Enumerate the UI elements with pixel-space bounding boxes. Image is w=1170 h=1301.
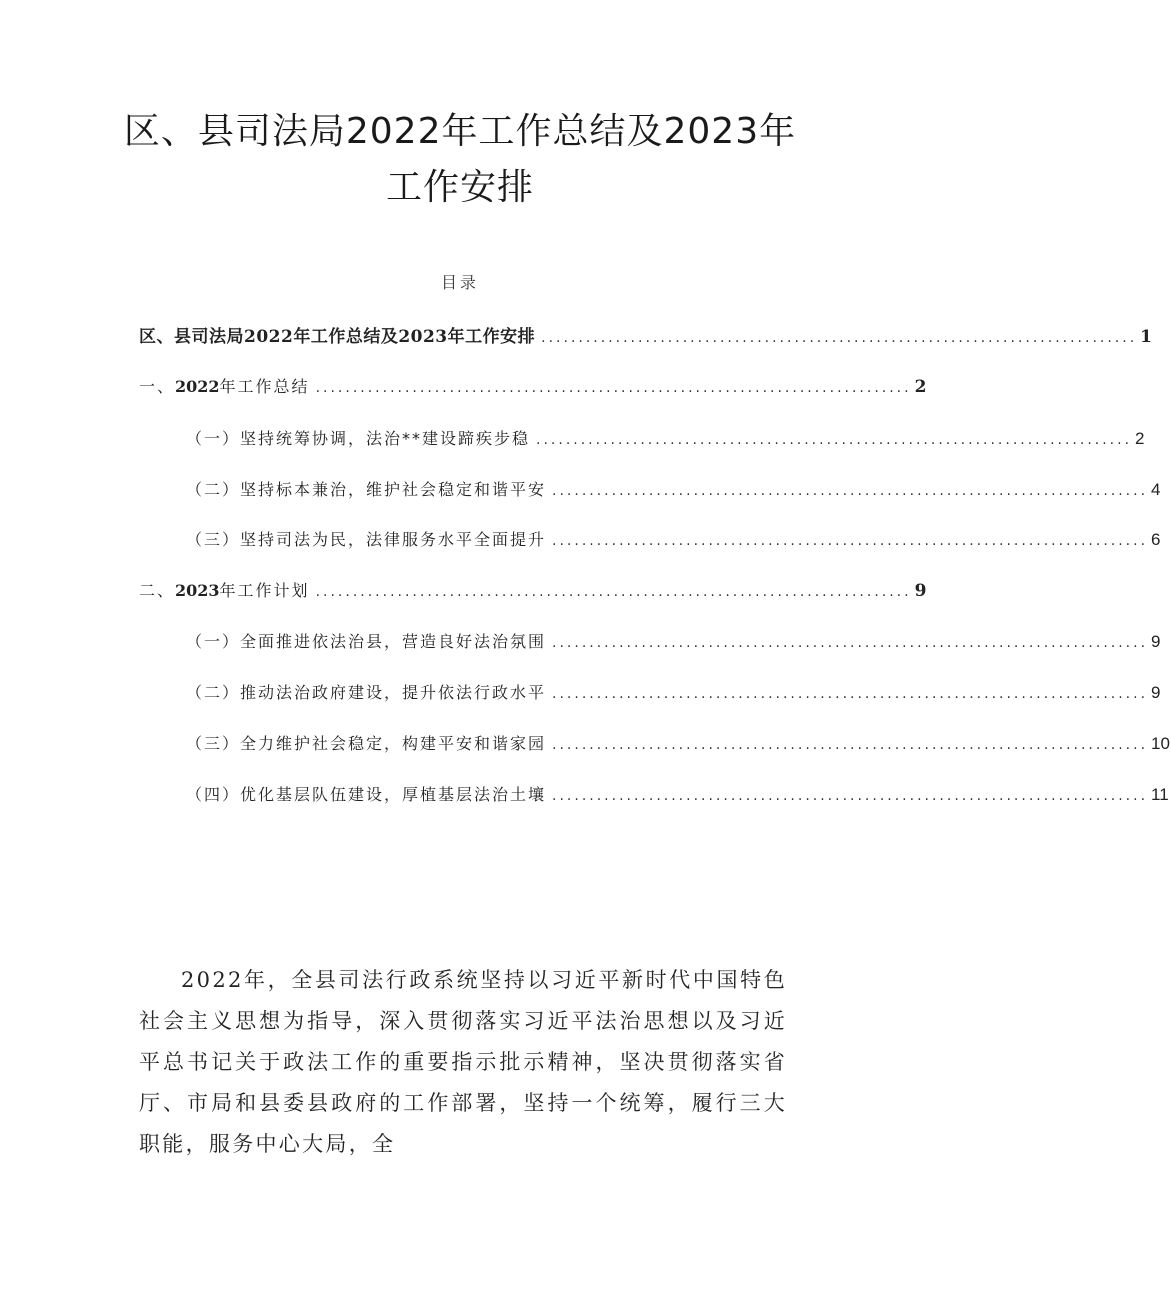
toc-entry-label: （四）优化基层队伍建设，厚植基层法治土壤 bbox=[186, 785, 547, 804]
toc-page-number: 1 bbox=[1140, 327, 1152, 347]
toc-entry-label bbox=[139, 374, 310, 397]
body-paragraph: 2022年，全县司法行政系统坚持以习近平新时代中国特色社会主义思想为指导，深入贯彻落实习近平法治思想以及习近平总书记关于政法工作的重要指示批示精神，坚决贯彻落实省厅、市局和县委县政府的工作部署，坚持一个统筹，履行三大职能，服务中心大局，全 bbox=[139, 968, 787, 1156]
toc-entry-label: （三）坚持司法为民，法律服务水平全面提升 bbox=[186, 530, 547, 549]
toc-page-number: 2 bbox=[1135, 429, 1145, 448]
toc-entry-year: 2022 bbox=[175, 377, 220, 396]
toc-page-number: 9 bbox=[1151, 683, 1161, 702]
toc-entry-label: （二）坚持标本兼治，维护社会稳定和谐平安 bbox=[186, 480, 547, 499]
toc-entry-section-2[interactable] bbox=[139, 578, 927, 602]
toc-page-number: 11 bbox=[1151, 785, 1169, 804]
toc-leader-dots: ................................................................................ bbox=[552, 635, 1149, 651]
toc-entry-label: （一）全面推进依法治县，营造良好法治氛围 bbox=[186, 632, 547, 651]
toc-entry-section-1-1[interactable] bbox=[186, 426, 1145, 450]
toc-leader-dots: ................................................................................ bbox=[552, 788, 1149, 804]
toc-page-number: 10 bbox=[1151, 734, 1170, 753]
toc-entry-label: （三）全力维护社会稳定，构建平安和谐家园 bbox=[186, 734, 547, 753]
toc-entry-year: 2023 bbox=[175, 581, 220, 600]
toc-entry-label: 区、县司法局2022年工作总结及2023年工作安排 bbox=[139, 327, 536, 347]
toc-entry-label: （二）推动法治政府建设，提升依法行政水平 bbox=[186, 683, 547, 702]
toc-entry-section-1-3[interactable] bbox=[186, 527, 1161, 551]
toc-entry-section-2-4[interactable] bbox=[186, 782, 1169, 806]
toc-entry-suffix: 年工作计划 bbox=[219, 581, 310, 600]
toc-leader-dots: ................................................................................ bbox=[315, 584, 912, 600]
toc-page-number: 2 bbox=[914, 377, 927, 397]
toc-leader-dots: ................................................................................ bbox=[552, 483, 1149, 499]
toc-heading: 目录 bbox=[440, 273, 479, 292]
toc-entry-section-2-3[interactable] bbox=[186, 731, 1170, 755]
toc-page-number: 6 bbox=[1151, 530, 1161, 549]
toc-entry-suffix: 年工作总结 bbox=[219, 377, 310, 396]
toc-leader-dots: ................................................................................ bbox=[541, 330, 1138, 346]
toc-leader-dots: ................................................................................ bbox=[536, 432, 1133, 448]
toc-page-number: 4 bbox=[1151, 480, 1161, 499]
toc-entry-label bbox=[139, 578, 310, 601]
toc-entry-main-title[interactable] bbox=[139, 322, 1152, 347]
toc-entry-label: （一）坚持统筹协调，法治**建设蹄疾步稳 bbox=[186, 429, 531, 448]
toc-leader-dots: ................................................................................ bbox=[552, 737, 1149, 753]
toc-page-number: 9 bbox=[914, 581, 927, 601]
toc-leader-dots: ................................................................................ bbox=[552, 533, 1149, 549]
toc-leader-dots: ................................................................................ bbox=[315, 380, 912, 396]
toc-entry-prefix: 二、 bbox=[139, 581, 176, 600]
toc-page-number: 9 bbox=[1151, 632, 1161, 651]
document-title: 区、县司法局2022年工作总结及2023年工作安排 bbox=[123, 111, 797, 208]
toc-entry-section-1-2[interactable] bbox=[186, 477, 1161, 501]
toc-leader-dots: ................................................................................ bbox=[552, 686, 1149, 702]
toc-entry-section-2-1[interactable] bbox=[186, 629, 1161, 653]
toc-entry-prefix: 一、 bbox=[139, 377, 176, 396]
toc-entry-section-1[interactable] bbox=[139, 374, 927, 398]
toc-entry-section-2-2[interactable] bbox=[186, 680, 1161, 704]
